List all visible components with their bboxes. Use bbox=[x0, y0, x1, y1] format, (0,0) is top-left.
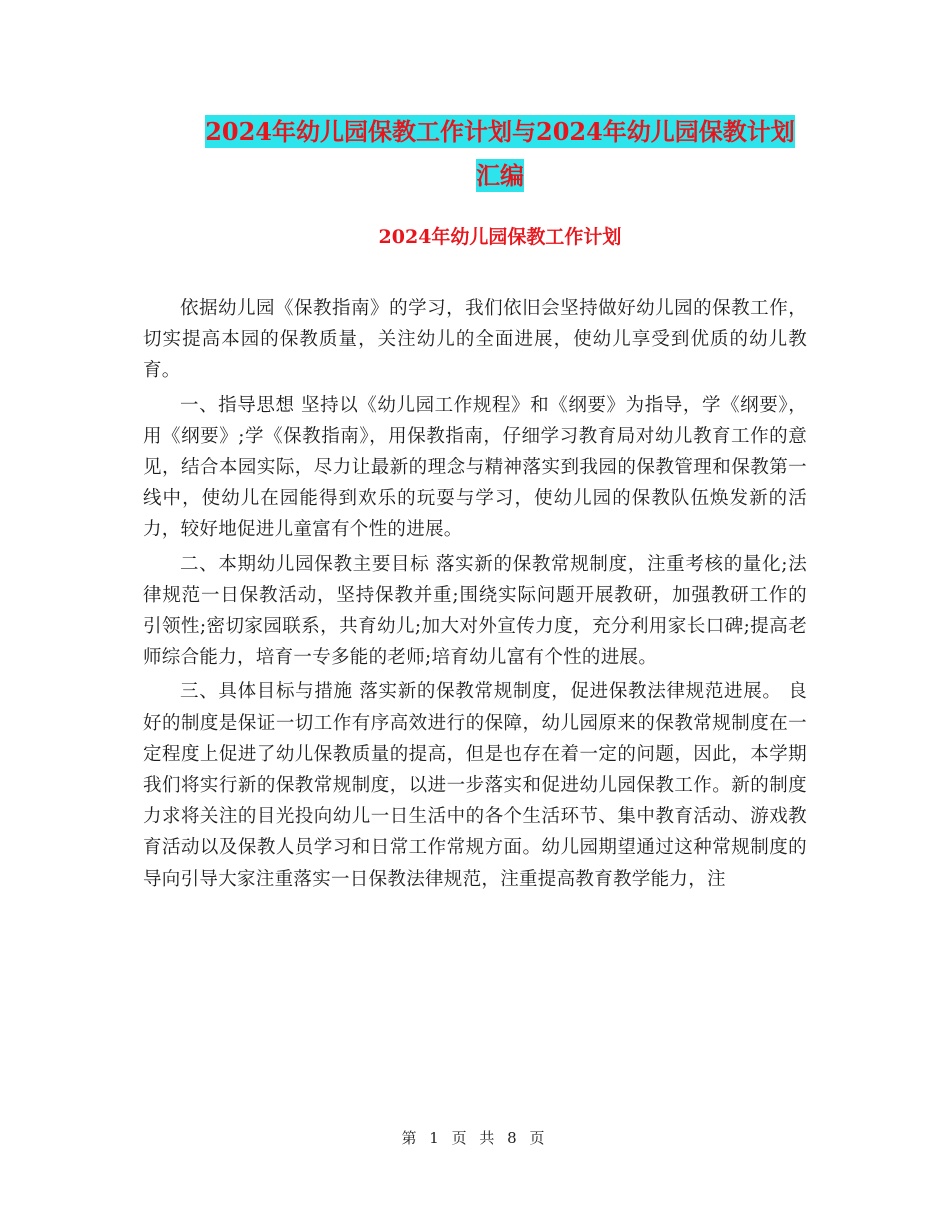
document-title bbox=[140, 112, 860, 196]
document-body bbox=[143, 293, 807, 895]
paragraph-main-goals: 二、本期幼儿园保教主要目标 落实新的保教常规制度，注重考核的量化;法律规范一日保教活动，坚持保教并重;围绕实际问题开展教研，加强教研工作的引领性;密切家园联系，共育幼儿;加大对外宣传力度，充分利用家长口碑;提高老师综合能力，培育一专多能的老师;培育幼儿富有个性的进展。 bbox=[143, 553, 807, 669]
paragraph-guiding-ideology: 一、指导思想 坚持以《幼儿园工作规程》和《纲要》为指导，学《纲要》，用《纲要》;学《保教指南》，用保教指南，仔细学习教育局对幼儿教育工作的意见，结合本园实际，尽力让最新的理念与精神落实到我园的保教管理和保教第一线中，使幼儿在园能得到欢乐的玩耍与学习，使幼儿园的保教队伍焕发新的活力，较好地促进儿童富有个性的进展。 bbox=[143, 394, 807, 541]
section-title: 2024年幼儿园保教工作计划 bbox=[378, 226, 622, 248]
document-title-line1: 2024年幼儿园保教工作计划与2024年幼儿园保教计划 bbox=[205, 117, 795, 146]
paragraph-intro: 依据幼儿园《保教指南》的学习，我们依旧会坚持做好幼儿园的保教工作，切实提高本园的保教质量，关注幼儿的全面进展，使幼儿享受到优质的幼儿教育。 bbox=[143, 298, 807, 382]
document-title-line2: 汇编 bbox=[476, 161, 524, 190]
paragraph-specific-measures: 三、具体目标与措施 落实新的保教常规制度，促进保教法律规范进展。 良好的制度是保证一切工作有序高效进行的保障，幼儿园原来的保教常规制度在一定程度上促进了幼儿保教质量的提高，但是也存在着一定的问题，因此，本学期我们将实行新的保教常规制度，以进一步落实和促进幼儿园保教工作。新的制度力求将关注的目光投向幼儿一日生活中的各个生活环节、集中教育活动、游戏教育活动以及保教人员学习和日常工作常规方面。幼儿园期望通过这种常规制度的导向引导大家注重落实一日保教法律规范，注重提高教育教学能力，注 bbox=[143, 681, 807, 890]
page-number-footer: 第 1 页 共 8 页 bbox=[401, 1129, 549, 1147]
